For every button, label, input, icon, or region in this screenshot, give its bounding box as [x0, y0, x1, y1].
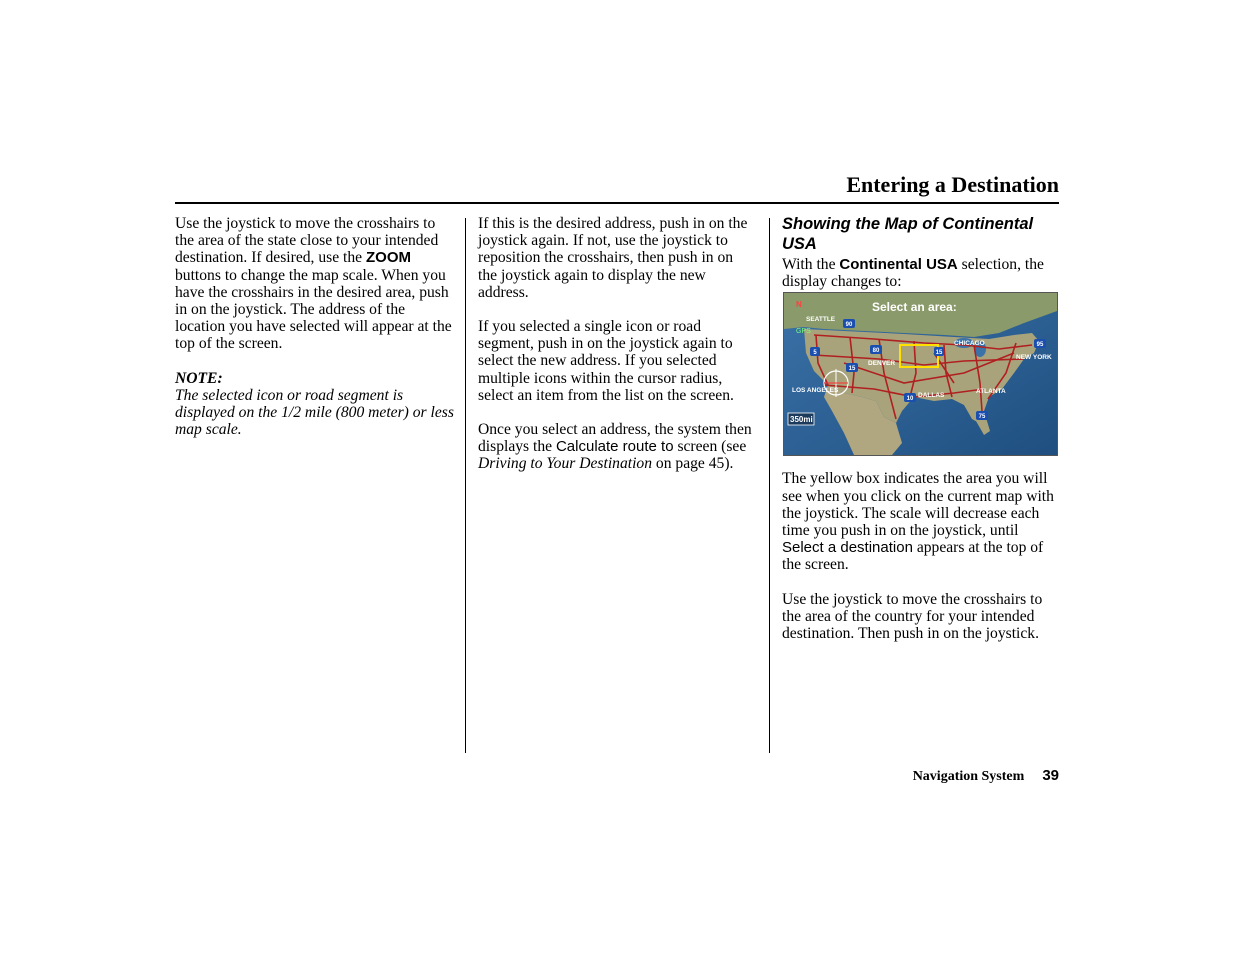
note-label: NOTE: [175, 369, 223, 387]
highway-shield: 15 [935, 350, 943, 357]
city-label: LOS ANGELES [792, 387, 839, 395]
highway-shield: 80 [872, 348, 880, 355]
column-2 [478, 215, 756, 490]
col3-paragraph-3: Use the joystick to move the crosshairs to the area of the country for your intended destination. Then push in on the joystick. [782, 590, 1043, 643]
page-reference: Driving to Your Destination [478, 455, 653, 473]
zoom-keyword: ZOOM [365, 249, 411, 267]
map-scale-label: 350mi [790, 415, 813, 425]
col2-paragraph-2: If you selected a single icon or road segment, push in on the joystick again to select the new address. If you selected multiple icons within the cursor radius, select an item from the list on the screen. [478, 318, 734, 404]
header-rule [175, 202, 1059, 204]
map-title: Select an area: [872, 300, 957, 315]
col3-paragraph-1: With the Continental USA selection, the display changes to: [782, 256, 1044, 291]
note-text: The selected icon or road segment is displayed on the 1/2 mile (800 meter) or less map scale. [175, 386, 454, 439]
highway-shield: 15 [848, 366, 856, 373]
page-number: 39 [1042, 767, 1059, 784]
highway-shield: 95 [1036, 342, 1044, 349]
col2-paragraph-3: Once you select an address, the system then displays the Calculate route to screen (see Driving to Your Destination on page 45). [478, 421, 752, 473]
city-label: ATLANTA [976, 388, 1006, 396]
col2-paragraph-1: If this is the desired address, push in on the joystick again. If not, use the joystick to reposition the crosshairs, then push in on the joystick again to display the new address. [478, 215, 748, 301]
highway-shield: 90 [845, 322, 853, 329]
column-divider-2 [769, 218, 770, 753]
col3-paragraph-2: The yellow box indicates the area you will see when you click on the current map with the joystick. The scale will decrease each time you push in on the joystick, until Select a destination appears at the top of the screen. [782, 470, 1054, 574]
page-title: Entering a Destination [846, 172, 1059, 197]
column-3 [782, 214, 1060, 659]
continental-usa-keyword: Continental USA [839, 256, 958, 273]
note-block [175, 370, 455, 439]
column-1 [175, 215, 455, 455]
north-indicator-icon: N [796, 300, 802, 310]
highway-shield: 10 [906, 396, 914, 403]
footer-section-name: Navigation System [912, 769, 1025, 784]
city-label: DENVER [868, 360, 896, 368]
gps-indicator: GPS [796, 328, 811, 336]
map-graphic [784, 293, 1057, 455]
city-label: CHICAGO [954, 340, 985, 348]
column-divider-1 [465, 218, 466, 753]
col1-paragraph-1: Use the joystick to move the crosshairs to the area of the state close to your intended destination. If desired, use the ZOOM buttons to change the map scale. When you have the crosshairs in the desired area, push in on the joystick. The address of the location you have selected will appear at the top of the screen. [175, 215, 452, 353]
select-destination-screen-name: Select a destination [782, 539, 913, 557]
section-heading: Showing the Map of Continental USA [782, 215, 1034, 253]
page-footer [800, 767, 1059, 785]
highway-shield: 5 [813, 350, 817, 357]
city-label: DALLAS [918, 392, 945, 400]
navigation-map-screenshot [783, 292, 1058, 456]
calculate-route-screen-name: Calculate route to [555, 438, 674, 456]
city-label: NEW YORK [1016, 354, 1052, 362]
highway-shield: 75 [978, 414, 986, 421]
city-label: SEATTLE [806, 316, 836, 324]
